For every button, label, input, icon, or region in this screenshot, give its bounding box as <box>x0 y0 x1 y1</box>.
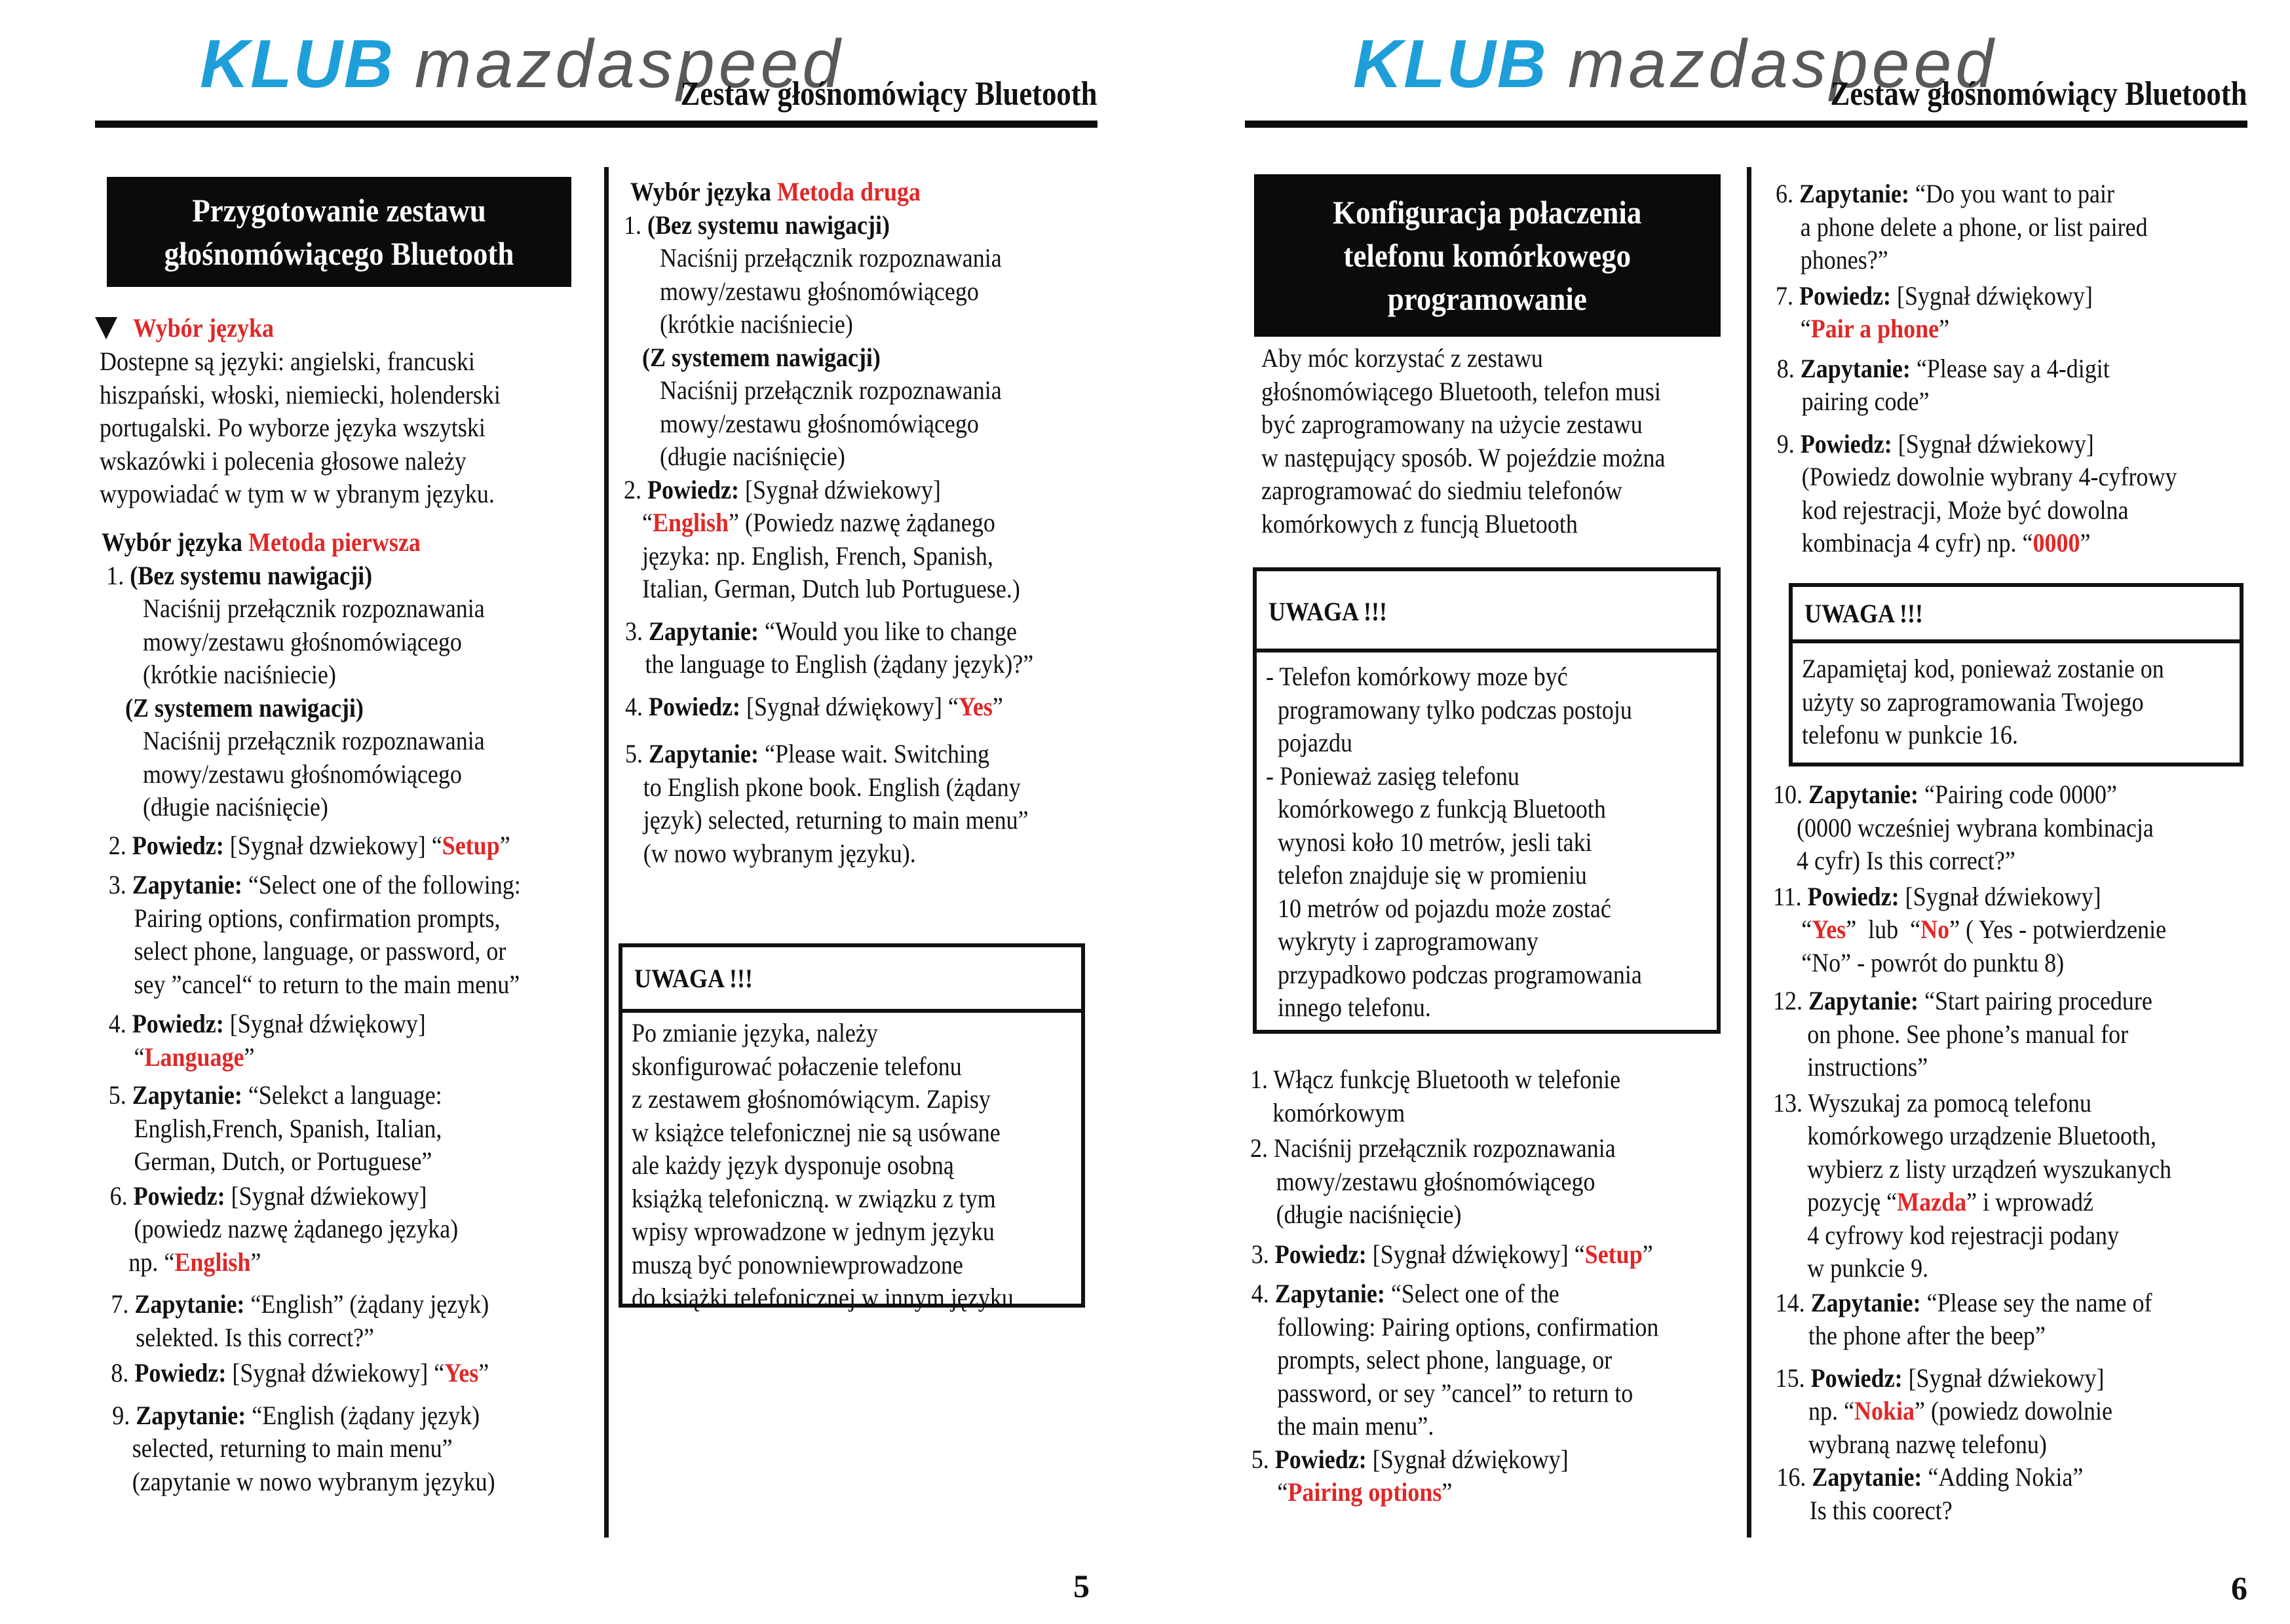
step-line: (w nowo wybranym języku). <box>643 838 916 868</box>
step-line: mowy/zestawu głośnomówiącego <box>660 276 979 306</box>
step-line: mowy/zestawu głośnomówiącego <box>660 408 979 438</box>
warning-line: Zapamiętaj kod, ponieważ zostanie on <box>1802 654 2164 683</box>
step-3: 3. Zapytanie: “Select one of the following: <box>108 870 521 899</box>
step-line: instructions” <box>1807 1052 1928 1082</box>
warning-line: książką telefoniczną. w związku z tym <box>632 1183 996 1213</box>
steps-list-a <box>1250 1063 1704 1509</box>
step-2: 2. Powiedz: [Sygnał dzwiekowy] “Setup” <box>108 830 510 860</box>
step-line: język) selected, returning to main menu” <box>643 805 1029 835</box>
step-line: to English pkone book. English (żądany <box>643 772 1021 802</box>
logo-mazdaspeed: mazdaspeed <box>1567 26 1998 102</box>
warning-title: UWAGA !!! <box>634 963 753 993</box>
step-line: (zapytanie w nowo wybranym języku) <box>132 1466 495 1496</box>
intro-line: portugalski. Po wyborze języka wszytski <box>100 413 486 442</box>
step-14: 14. Zapytanie: “Please sey the name of <box>1775 1287 2152 1317</box>
page-subtitle: Zestaw głośnomówiący Bluetooth <box>680 75 1097 113</box>
step-line: pozycję “Mazda” i wprowadź <box>1807 1187 2094 1217</box>
step-line: prompts, select phone, language, or <box>1277 1345 1613 1374</box>
step-4: 4. Powiedz: [Sygnał dźwiękowy] “Yes” <box>625 691 1003 721</box>
warning-line: do książki telefonicznej w innym języku <box>632 1283 1014 1312</box>
method2-list <box>624 176 1078 870</box>
intro-paragraph <box>100 345 545 511</box>
step-9: 9. Powiedz: [Sygnał dźwiekowy] <box>1776 428 2094 459</box>
logo-klub: KLUB <box>1353 26 1548 102</box>
step-4: 4. Powiedz: [Sygnał dźwiękowy] <box>108 1009 426 1038</box>
step-line: kod rejestracji, Może być dowolna <box>1801 495 2129 525</box>
warning-line: - Telefon komórkowy moze być <box>1266 662 1568 691</box>
warning-line: telefon znajduje się w promieniu <box>1278 860 1587 890</box>
intro-line: być zaprogramowany na użycie zestawu <box>1261 409 1643 439</box>
step-line: wybraną nazwę telefonu) <box>1808 1429 2047 1459</box>
step-4: 4. Zapytanie: “Select one of the <box>1251 1279 1559 1308</box>
warning-line: komórkowego z funkcją Bluetooth <box>1278 794 1606 823</box>
step-16: 16. Zapytanie: “Adding Nokia” <box>1776 1462 2084 1492</box>
step-line: języka: np. English, French, Spanish, <box>642 540 993 571</box>
step-line: following: Pairing options, confirmation <box>1277 1312 1659 1342</box>
step-line: Italian, German, Dutch lub Portuguese.) <box>642 574 1020 603</box>
step-line: “No” - powrót do punktu 8) <box>1801 947 2065 977</box>
step-line: (Powiedz dowolnie wybrany 4-cyfrowy <box>1801 462 2177 491</box>
warning-line: telefonu w punkcie 16. <box>1802 720 2018 749</box>
method2-heading: Wybór języka Metoda druga <box>630 177 921 206</box>
intro-line: Aby móc korzystać z zestawu <box>1261 343 1543 373</box>
step-1: 1. (Bez systemu nawigacji) <box>106 560 373 590</box>
step-line: (powiedz nazwę żądanego języka) <box>134 1214 459 1243</box>
page-subtitle: Zestaw głośnomówiący Bluetooth <box>1830 75 2247 113</box>
warning-line: w książce telefonicznej nie są usówane <box>632 1117 1001 1147</box>
warning-line: innego telefonu. <box>1278 992 1431 1022</box>
warning-line: wynosi koło 10 metrów, jesli taki <box>1278 827 1592 857</box>
intro-line: komórkowych z funcją Bluetooth <box>1261 508 1578 538</box>
intro-line: zaprogramować do siedmiu telefonów <box>1261 476 1622 505</box>
section-title-box <box>107 177 571 287</box>
page-number: 5 <box>1073 1568 1090 1604</box>
step-line: a phone delete a phone, or list paired <box>1800 212 2148 242</box>
section-title-box <box>1254 174 1721 337</box>
column-divider <box>1747 167 1751 1538</box>
step-line: w punkcie 9. <box>1807 1253 1929 1283</box>
section-heading <box>95 312 290 345</box>
step-line: the language to English (żądany język)?” <box>645 649 1034 679</box>
step-subheading: (Z systemem nawigacji) <box>125 692 364 723</box>
step-line: Naciśnij przełącznik rozpoznawania <box>143 726 485 755</box>
step-line: komórkowego urządzenie Bluetooth, <box>1807 1121 2157 1150</box>
step-line: 4 cyfrowy kod rejestracji podany <box>1807 1220 2120 1250</box>
step-8: 8. Powiedz: [Sygnał dźwiekowy] “Yes” <box>111 1358 489 1388</box>
warning-line: 10 metrów od pojazdu może zostać <box>1278 893 1611 923</box>
step-10: 10. Zapytanie: “Pairing code 0000” <box>1773 780 2117 809</box>
step-5: 5. Powiedz: [Sygnał dźwiękowy] <box>1251 1444 1569 1474</box>
step-line: “Pair a phone” <box>1800 314 1950 343</box>
step-1: 1. Włącz funkcję Bluetooth w telefonie <box>1250 1065 1621 1094</box>
intro-line: głośnomówiącego Bluetooth, telefon musi <box>1261 376 1661 406</box>
step-line: the main menu”. <box>1277 1411 1434 1441</box>
warning-box <box>619 943 1085 1312</box>
step-line: pairing code” <box>1801 387 1930 416</box>
warning-title: UWAGA !!! <box>1804 598 1923 628</box>
intro-line: hiszpański, włoski, niemiecki, holenderski <box>100 379 501 409</box>
steps-list-c <box>1773 778 2216 1527</box>
warning-box <box>1789 583 2243 766</box>
warning-line: użyty so zaprogramowania Twojego <box>1802 687 2144 717</box>
step-line: “Pairing options” <box>1277 1477 1453 1507</box>
intro-line: w następujący sposób. W pojeździe można <box>1261 442 1666 472</box>
step-2: 2. Naciśnij przełącznik rozpoznawania <box>1250 1133 1616 1163</box>
warning-box <box>1253 567 1721 1034</box>
warning-line: z zestawem głośnomówiącym. Zapisy <box>632 1084 991 1114</box>
step-line: English,French, Spanish, Italian, <box>134 1113 442 1143</box>
steps-list-b <box>1776 178 2222 560</box>
section-title-line: telefonu komórkowego <box>1343 237 1632 274</box>
step-9: 9. Zapytanie: “English (żądany język) <box>112 1400 480 1430</box>
method1-heading: Wybór języka Metoda pierwsza <box>102 527 421 557</box>
step-line: kombinacja 4 cyfr) np. “0000” <box>1801 528 2091 557</box>
warning-line: ale każdy język dysponuje osobną <box>632 1150 954 1180</box>
step-line: password, or sey ”cancel” to return to <box>1277 1378 1633 1408</box>
intro-line: Dostepne są języki: angielski, francuski <box>100 347 475 376</box>
step-6: 6. Zapytanie: “Do you want to pair <box>1776 179 2114 208</box>
section-title-line: programowanie <box>1387 280 1588 317</box>
step-7: 7. Zapytanie: “English” (żądany język) <box>111 1289 489 1319</box>
warning-line: muszą być ponowniewprowadzone <box>632 1249 963 1279</box>
step-line: sey ”cancel“ to return to the main menu” <box>134 969 520 999</box>
step-6: 6. Powiedz: [Sygnał dźwiekowy] <box>109 1180 427 1211</box>
step-line: “English” (Powiedz nazwę żądanego <box>642 508 995 537</box>
step-line: (długie naciśnięcie) <box>660 442 845 471</box>
logo-klub: KLUB <box>200 26 394 102</box>
step-3: 3. Zapytanie: “Would you like to change <box>625 616 1018 646</box>
section-heading-text: Wybór języka <box>133 313 274 343</box>
section-title-line: Konfiguracja połaczenia <box>1333 194 1642 231</box>
step-line: selekted. Is this correct?” <box>136 1322 375 1352</box>
warning-line: pojazdu <box>1278 728 1352 757</box>
step-line: select phone, language, or password, or <box>134 936 506 966</box>
step-line: selected, returning to main menu” <box>132 1433 453 1463</box>
triangle-down-icon <box>95 317 117 339</box>
step-line: mowy/zestawu głośnomówiącego <box>143 626 462 656</box>
step-12: 12. Zapytanie: “Start pairing procedure <box>1773 986 2152 1015</box>
warning-line: programowany tylko podczas postoju <box>1278 694 1632 725</box>
step-line: (krótkie naciśniecie) <box>143 660 336 689</box>
step-13: 13. Wyszukaj za pomocą telefonu <box>1773 1087 2092 1118</box>
intro-line: wskazówki i polecenia głosowe należy <box>100 445 467 476</box>
step-1: 1. (Bez systemu nawigacji) <box>624 210 890 240</box>
step-line: np. “English” <box>128 1247 261 1277</box>
step-line: the phone after the beep” <box>1808 1321 2046 1350</box>
page-number: 6 <box>2231 1570 2247 1606</box>
step-line: (0000 wcześniej wybrana kombinacja <box>1797 812 2154 842</box>
warning-line: wpisy wprowadzone w jednym języku <box>632 1217 995 1246</box>
step-11: 11. Powiedz: [Sygnał dźwiekowy] <box>1773 881 2101 911</box>
step-subheading: (Z systemem nawigacji) <box>642 342 881 372</box>
method1-list <box>102 526 567 1498</box>
step-5: 5. Zapytanie: “Please wait. Switching <box>625 739 989 768</box>
step-line: Naciśnij przełącznik rozpoznawania <box>660 375 1002 405</box>
warning-line: wykryty i zaprogramowany <box>1278 926 1538 956</box>
step-line: “Yes” lub “No” ( Yes - potwierdzenie <box>1801 915 2167 944</box>
header-rule <box>95 121 1097 128</box>
step-line: 4 cyfr) Is this correct?” <box>1797 846 2015 875</box>
intro-line: wypowiadać w tym w w ybranym języku. <box>100 479 495 508</box>
column-divider <box>604 167 609 1538</box>
step-15: 15. Powiedz: [Sygnał dźwiekowy] <box>1775 1363 2105 1393</box>
step-3: 3. Powiedz: [Sygnał dźwiękowy] “Setup” <box>1251 1239 1653 1269</box>
step-line: phones?” <box>1800 245 1888 274</box>
warning-line: Po zmianie języka, należy <box>632 1018 878 1048</box>
step-line: Naciśnij przełącznik rozpoznawania <box>660 243 1002 273</box>
step-8: 8. Zapytanie: “Please say a 4-digit <box>1776 353 2110 383</box>
warning-line: - Ponieważ zasięg telefonu <box>1266 761 1519 791</box>
section-title-line: głośnomówiącego Bluetooth <box>164 235 514 272</box>
step-line: wybierz z listy urządzeń wyszukanych <box>1807 1154 2171 1184</box>
step-line: (krótkie naciśniecie) <box>660 309 853 339</box>
warning-line: przypadkowo podczas programowania <box>1278 959 1642 989</box>
step-line: Is this coorect? <box>1809 1495 1953 1525</box>
step-line: “Language” <box>134 1042 255 1072</box>
header-rule <box>1245 121 2247 128</box>
step-line: np. “Nokia” (powiedz dowolnie <box>1808 1396 2112 1426</box>
step-line: mowy/zestawu głośnomówiącego <box>1276 1166 1595 1196</box>
step-line: Naciśnij przełącznik rozpoznawania <box>143 594 485 623</box>
step-5: 5. Zapytanie: “Selekct a language: <box>108 1080 442 1110</box>
intro-paragraph <box>1261 342 1710 540</box>
step-line: mowy/zestawu głośnomówiącego <box>143 759 462 789</box>
step-line: German, Dutch, or Portuguese” <box>134 1146 432 1176</box>
warning-line: skonfigurować połaczenie telefonu <box>632 1051 962 1081</box>
step-line: on phone. See phone’s manual for <box>1807 1019 2129 1049</box>
logo-mazdaspeed: mazdaspeed <box>414 26 845 102</box>
step-line: (długie naciśnięcie) <box>1276 1199 1462 1229</box>
step-line: komórkowym <box>1272 1097 1405 1127</box>
step-7: 7. Powiedz: [Sygnał dźwiękowy] <box>1776 280 2093 311</box>
section-title-line: Przygotowanie zestawu <box>192 192 486 229</box>
step-line: (długie naciśnięcie) <box>143 792 328 821</box>
step-2: 2. Powiedz: [Sygnał dźwiekowy] <box>624 474 941 504</box>
step-line: Pairing options, confirmation prompts, <box>134 903 501 933</box>
warning-title: UWAGA !!! <box>1269 596 1387 626</box>
